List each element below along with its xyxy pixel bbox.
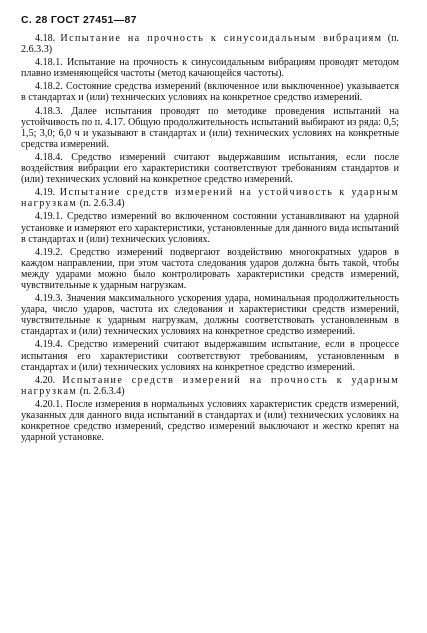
paragraph [21,57,399,79]
heading-title: Испытание средств измерений на прочность к ударным нагрузкам [21,374,400,397]
clause-number: 4.18.1. [35,57,67,69]
section-heading [21,187,399,209]
paragraph-text: Значения максимального ускорения удара, номинальная продолжительность удара, число ударов, частота их следования и характеристики средств измерений, чувствительные к ударным нагрузкам, должны соответствовать установленным в стандартах и (или) технических условиях на конкретное средство измерений. [21,293,399,338]
paragraph [21,152,399,185]
page-header: С. 28 ГОСТ 27451—87 [21,14,137,26]
paragraph [21,106,399,150]
paragraph [21,247,399,291]
paragraph [21,399,399,443]
heading-reference: (п. 2.6.3.4) [77,198,125,210]
clause-number: 4.18.4. [35,151,72,163]
clause-number: 4.20. [35,374,63,386]
section-heading [21,375,399,397]
paragraph-text: Средство измерений считают выдержавшим испытание, если в процессе испытания его характеристики соответствуют требованиям, установленным в стандартах и (или) технических условиях на конкретное средство измерений. [21,339,400,373]
paragraph-text: Испытание на прочность к синусоидальным вибрациям проводят методом плавно изменяющейся частоты (метод качающейся частоты). [21,57,399,80]
clause-number: 4.19. [35,187,60,199]
clause-number: 4.19.2. [35,246,70,258]
clause-number: 4.19.4. [35,339,68,351]
paragraph-text: После измерения в нормальных условиях характеристик средств измерений, указанных для данного вида испытаний в стандартах и (или) технических условиях на конкретное средство измерений, средство измерений выключают и жестко крепят на ударной установке. [21,398,400,444]
paragraph-text: Средство измерений подвергают воздействию многократных ударов в каждом направлении, при этом частота следования ударов должна быть такой, чтобы между ударами можно было контролировать характеристики средств измерений, чувствительные к ударным нагрузкам. [21,246,400,291]
paragraph-text: Средство измерений считают выдержавшим испытания, если после воздействия вибрации его характеристики соответствуют требованиям стандартов и (или) технических условий на конкретное средство измерений. [21,151,399,186]
paragraph-text: Средство измерений во включенном состоянии устанавливают на ударной установке и измеряют его характеристики, установленные для данного вида испытаний в стандартах и (или) технических условиях. [21,211,399,245]
paragraph-text: Далее испытания проводят по методике проведения испытаний на устойчивость по п. 4.17. Общую продолжительность испытаний выбирают из ряда: 0,5; 1,5; 3,0; 6,0 ч и указывают в стандартах и (или) технических условиях на конкретные средства измерений. [21,105,400,150]
section-heading [21,33,399,55]
clause-number: 4.19.1. [35,211,67,223]
clause-number: 4.19.3. [35,293,67,305]
paragraph [21,293,399,337]
paragraph [21,339,399,372]
document-body [21,33,399,443]
heading-title: Испытание средств измерений на устойчивость к ударным нагрузкам [21,187,399,210]
clause-number: 4.18.3. [35,105,72,117]
clause-number: 4.18.2. [35,81,66,93]
paragraph-text: Состояние средства измерений (включенное или выключенное) указывается в стандартах и (или) технических условиях на конкретное средство измерений. [21,81,399,104]
paragraph [21,81,399,103]
clause-number: 4.20.1. [35,398,66,410]
heading-reference: (п. 2.6.3.4) [77,385,125,397]
heading-title: Испытание на прочность к синусоидальным вибрациям [60,33,383,44]
paragraph [21,211,399,244]
clause-number: 4.18. [35,33,61,44]
heading-reference: (п. 2.6.3.3) [21,33,399,56]
